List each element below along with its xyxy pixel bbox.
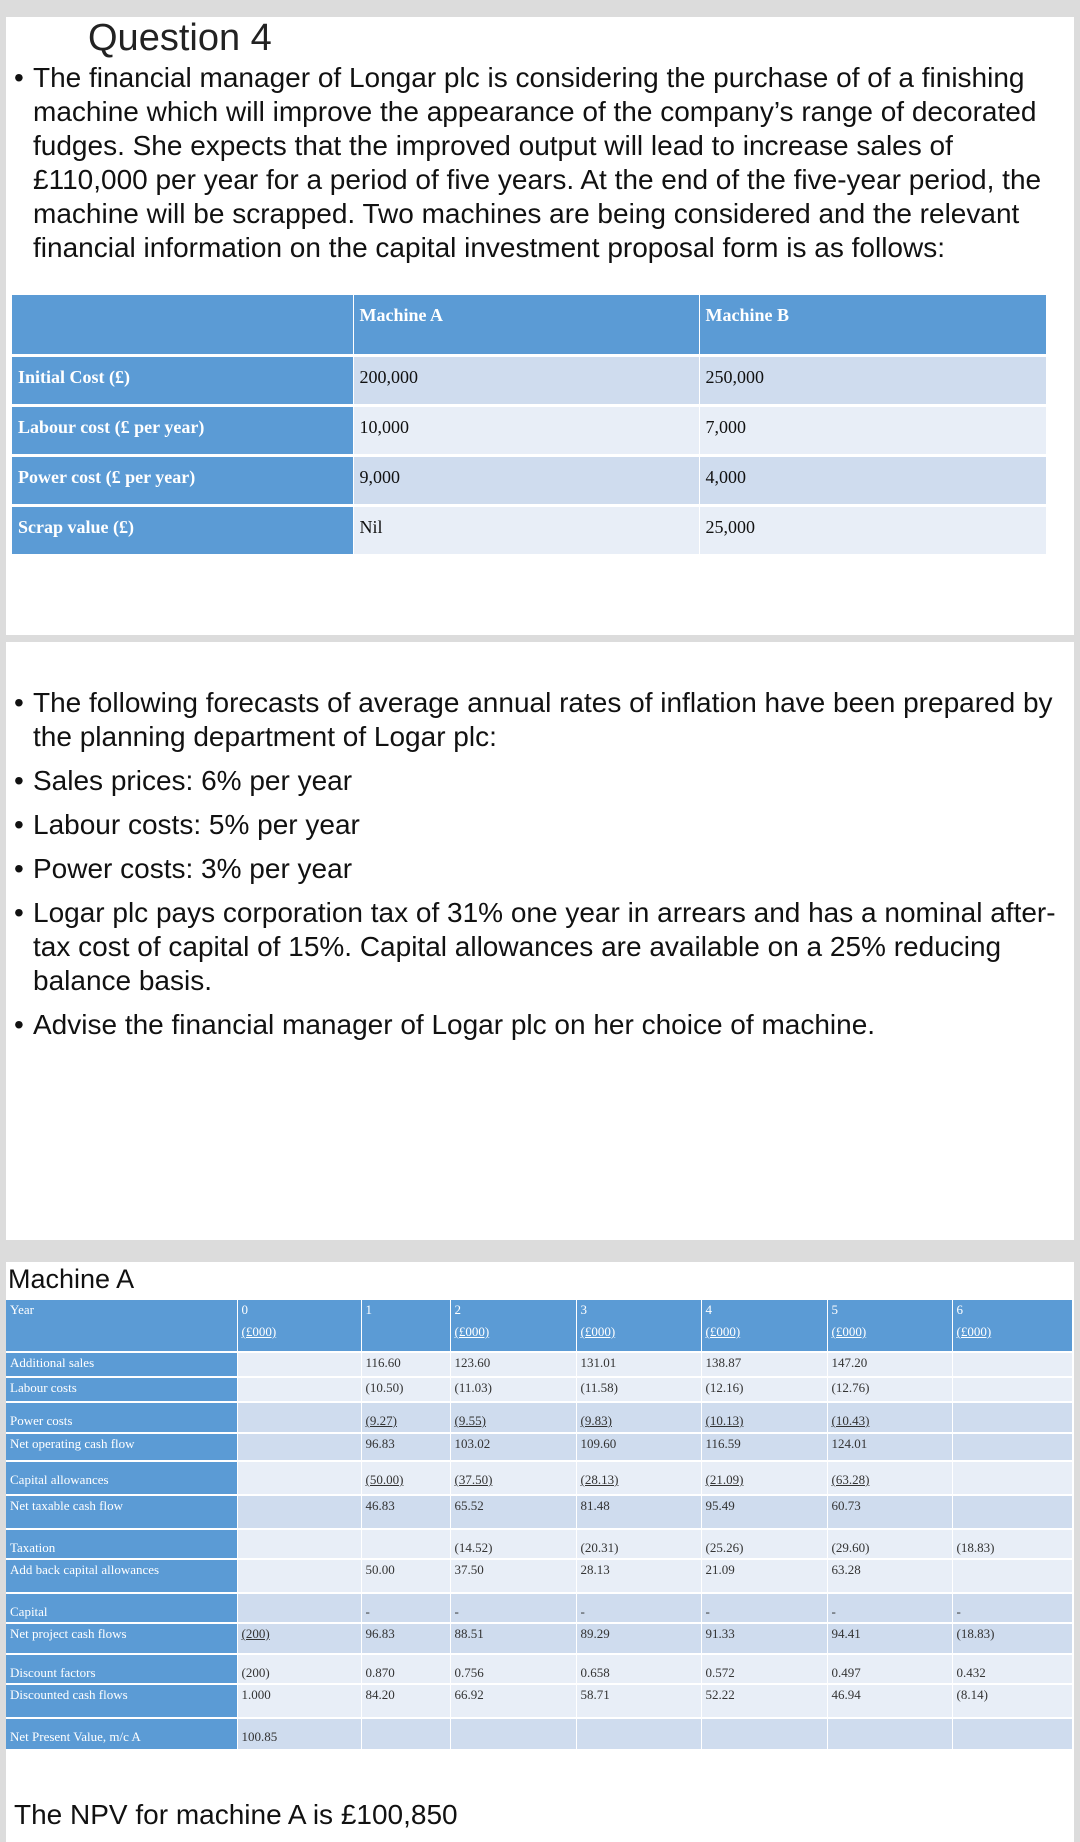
table-cell: [576, 1402, 701, 1433]
table-cell: [237, 1654, 361, 1684]
row-label: Labour costs: [6, 1377, 237, 1402]
bullet-text: Logar plc pays corporation tax of 31% one year in arrears and has a nominal after-tax cost of capital of 15%. Capital allowances are available on a 25% reducing balance basis.: [33, 897, 1056, 996]
row-label: Taxation: [6, 1529, 237, 1559]
cell-value: 0.432: [956, 1665, 986, 1680]
row-label: Scrap value (£): [12, 505, 353, 555]
machine-comparison-table: [12, 295, 1047, 557]
table-cell: [701, 1402, 827, 1433]
table-row: [6, 1559, 1073, 1593]
table-row: [12, 405, 1047, 455]
table-cell: [827, 1593, 952, 1623]
cell-value: 63.28: [831, 1562, 861, 1577]
cell-value: 81.48: [580, 1498, 610, 1513]
year-number: 4: [705, 1302, 712, 1317]
cell-value: (10.13): [705, 1413, 744, 1428]
row-label: Net project cash flows: [6, 1623, 237, 1654]
table-row: [6, 1461, 1073, 1495]
cell-value: 0.572: [705, 1665, 735, 1680]
table-cell: [576, 1654, 701, 1684]
year-col: [827, 1300, 952, 1352]
table-cell: [361, 1684, 450, 1718]
cell-value: 0.497: [831, 1665, 861, 1680]
year-unit: (£000): [580, 1324, 616, 1339]
cell-value: 58.71: [580, 1687, 610, 1702]
cell-value: (10.50): [365, 1380, 404, 1395]
row-label: Capital: [6, 1593, 237, 1623]
npv-conclusion: The NPV for machine A is £100,850: [14, 1799, 458, 1830]
cell-value: (200): [241, 1665, 270, 1680]
cell-value: (28.13): [580, 1472, 619, 1487]
year-number: 2: [454, 1302, 461, 1317]
row-label: Net operating cash flow: [6, 1433, 237, 1461]
bullet-icon: •: [14, 62, 24, 93]
cell-value: (11.58): [580, 1380, 618, 1395]
cell-value: 103.02: [454, 1436, 491, 1451]
table-row: [6, 1495, 1073, 1529]
year-unit: (£000): [705, 1324, 741, 1339]
bullet-icon: •: [14, 687, 24, 718]
table-cell: [361, 1495, 450, 1529]
table-cell: [827, 1529, 952, 1559]
table-cell: [361, 1402, 450, 1433]
cell-value: 46.94: [831, 1687, 861, 1702]
table-cell: [701, 1559, 827, 1593]
table-cell: [576, 1684, 701, 1718]
cell-value: 91.33: [705, 1626, 735, 1641]
table-cell: [576, 1461, 701, 1495]
table-cell: [827, 1352, 952, 1377]
table-cell: [952, 1623, 1073, 1654]
cell-value: 0.658: [580, 1665, 610, 1680]
table-cell: [450, 1402, 576, 1433]
table-cell: [827, 1461, 952, 1495]
cell-value: (25.26): [705, 1540, 744, 1555]
cell-machine-b: 7,000: [699, 405, 1047, 455]
cell-value: 84.20: [365, 1687, 395, 1702]
cell-value: 0.756: [454, 1665, 484, 1680]
bullet-icon: •: [14, 765, 24, 796]
cell-value: (9.55): [454, 1413, 486, 1428]
row-label: Capital allowances: [6, 1461, 237, 1495]
bullet-item: [14, 764, 1053, 798]
table-cell: [450, 1684, 576, 1718]
year-col: [450, 1300, 576, 1352]
cell-value: 21.09: [705, 1562, 735, 1577]
table-cell: [576, 1377, 701, 1402]
table-cell: [576, 1495, 701, 1529]
table-cell: [701, 1654, 827, 1684]
table-cell: [450, 1559, 576, 1593]
table-row: [6, 1684, 1073, 1718]
bullet-text: Advise the financial manager of Logar plc on her choice of machine.: [33, 1009, 876, 1040]
cell-value: (20.31): [580, 1540, 619, 1555]
table-cell: [237, 1593, 361, 1623]
table-cell: [952, 1495, 1073, 1529]
table-cell: [361, 1433, 450, 1461]
machine-a-title: Machine A: [8, 1264, 135, 1294]
cell-value: -: [956, 1604, 961, 1619]
row-label: Net Present Value, m/c A: [6, 1718, 237, 1750]
row-label: Discounted cash flows: [6, 1684, 237, 1718]
cell-value: (9.27): [365, 1413, 397, 1428]
cell-value: 52.22: [705, 1687, 735, 1702]
cell-machine-b: 25,000: [699, 505, 1047, 555]
table-cell: [361, 1461, 450, 1495]
cell-value: 89.29: [580, 1626, 610, 1641]
table-cell: [450, 1654, 576, 1684]
table-cell: [450, 1352, 576, 1377]
year-unit: (£000): [241, 1324, 277, 1339]
cell-value: 60.73: [831, 1498, 861, 1513]
table-cell: [237, 1461, 361, 1495]
table-cell: [361, 1718, 450, 1750]
header-machine-a: Machine A: [353, 295, 699, 355]
table-cell: [237, 1352, 361, 1377]
cell-machine-a: 200,000: [353, 355, 699, 405]
table-cell: [361, 1377, 450, 1402]
cell-value: 123.60: [454, 1355, 491, 1370]
bullet-icon: •: [14, 809, 24, 840]
table-row: [6, 1718, 1073, 1750]
table-cell: [450, 1377, 576, 1402]
table-cell: [361, 1529, 450, 1559]
table-cell: [237, 1495, 361, 1529]
table-cell: [952, 1559, 1073, 1593]
table-cell: [952, 1654, 1073, 1684]
cell-value: 65.52: [454, 1498, 484, 1513]
table-row: [12, 455, 1047, 505]
cell-value: (29.60): [831, 1540, 870, 1555]
table-cell: [701, 1529, 827, 1559]
table-cell: [827, 1623, 952, 1654]
machine-a-npv-table: [6, 1300, 1073, 1751]
cell-value: 116.59: [705, 1436, 741, 1451]
table-cell: [576, 1559, 701, 1593]
bullet-text: Labour costs: 5% per year: [33, 809, 360, 840]
year-col: [701, 1300, 827, 1352]
cell-value: (18.83): [956, 1540, 995, 1555]
table-cell: [450, 1433, 576, 1461]
table-cell: [237, 1684, 361, 1718]
table-cell: [450, 1718, 576, 1750]
table-cell: [827, 1559, 952, 1593]
table-cell: [827, 1495, 952, 1529]
table-cell: [450, 1593, 576, 1623]
year-col: [361, 1300, 450, 1352]
cell-value: 1.000: [241, 1687, 271, 1702]
cell-value: (10.43): [831, 1413, 870, 1428]
intro-bullet: [14, 61, 1073, 265]
cell-machine-b: 250,000: [699, 355, 1047, 405]
cell-value: 131.01: [580, 1355, 617, 1370]
cell-value: (12.16): [705, 1380, 744, 1395]
table-cell: [450, 1495, 576, 1529]
table-cell: [701, 1623, 827, 1654]
bullet-icon: •: [14, 1009, 24, 1040]
table-cell: [827, 1684, 952, 1718]
year-number: 0: [241, 1302, 248, 1317]
table-row: [6, 1654, 1073, 1684]
cell-value: 96.83: [365, 1436, 395, 1451]
cell-value: -: [831, 1604, 836, 1619]
bullet-text: The following forecasts of average annual rates of inflation have been prepared by the planning department of Logar plc:: [33, 687, 1053, 752]
table-cell: [701, 1593, 827, 1623]
cell-value: 37.50: [454, 1562, 484, 1577]
cell-value: -: [705, 1604, 710, 1619]
header-empty: [12, 295, 353, 355]
cell-value: 28.13: [580, 1562, 610, 1577]
row-label: Labour cost (£ per year): [12, 405, 353, 455]
table-row: [6, 1402, 1073, 1433]
cell-value: (11.03): [454, 1380, 492, 1395]
bullet-item: [14, 852, 1053, 886]
year-unit: (£000): [831, 1324, 867, 1339]
bullet-text: Power costs: 3% per year: [33, 853, 353, 884]
header-machine-b: Machine B: [699, 295, 1047, 355]
table-cell: [952, 1402, 1073, 1433]
year-unit: (£000): [956, 1324, 992, 1339]
cell-value: (50.00): [365, 1472, 404, 1487]
table-cell: [576, 1593, 701, 1623]
cell-value: (12.76): [831, 1380, 870, 1395]
cell-value: -: [454, 1604, 459, 1619]
table-cell: [450, 1461, 576, 1495]
cell-machine-b: 4,000: [699, 455, 1047, 505]
table-cell: [237, 1559, 361, 1593]
table-cell: [237, 1718, 361, 1750]
table-cell: [827, 1718, 952, 1750]
cell-value: (21.09): [705, 1472, 744, 1487]
slide-inflation: [6, 642, 1074, 1240]
table-row: [6, 1352, 1073, 1377]
cell-machine-a: 9,000: [353, 455, 699, 505]
table-cell: [827, 1402, 952, 1433]
year-col: [952, 1300, 1073, 1352]
table-cell: [827, 1377, 952, 1402]
cell-value: 0.870: [365, 1665, 395, 1680]
table-cell: [952, 1352, 1073, 1377]
bullet-icon: •: [14, 853, 24, 884]
cell-machine-a: 10,000: [353, 405, 699, 455]
table-cell: [701, 1718, 827, 1750]
cell-value: 94.41: [831, 1626, 861, 1641]
table-cell: [952, 1377, 1073, 1402]
year-unit: (£000): [454, 1324, 490, 1339]
table-cell: [237, 1433, 361, 1461]
table-cell: [701, 1377, 827, 1402]
cell-value: -: [580, 1604, 585, 1619]
table-header-row: [12, 295, 1047, 355]
table-cell: [237, 1377, 361, 1402]
cell-value: (9.83): [580, 1413, 612, 1428]
cell-machine-a: Nil: [353, 505, 699, 555]
table-cell: [576, 1433, 701, 1461]
row-label: Power costs: [6, 1402, 237, 1433]
row-label: Initial Cost (£): [12, 355, 353, 405]
cell-value: 95.49: [705, 1498, 735, 1513]
cell-value: (63.28): [831, 1472, 870, 1487]
table-cell: [450, 1623, 576, 1654]
table-cell: [450, 1529, 576, 1559]
table-cell: [701, 1495, 827, 1529]
year-header-row: [6, 1300, 1073, 1352]
question-title: Question 4: [88, 17, 272, 59]
table-row: [6, 1433, 1073, 1461]
table-cell: [576, 1718, 701, 1750]
cell-value: 46.83: [365, 1498, 395, 1513]
cell-value: 50.00: [365, 1562, 395, 1577]
table-cell: [361, 1593, 450, 1623]
cell-value: (200): [241, 1626, 270, 1641]
year-col: [576, 1300, 701, 1352]
row-label: Net taxable cash flow: [6, 1495, 237, 1529]
table-cell: [701, 1433, 827, 1461]
cell-value: 100.85: [241, 1729, 278, 1744]
row-label: Power cost (£ per year): [12, 455, 353, 505]
cell-value: 109.60: [580, 1436, 617, 1451]
year-col: [237, 1300, 361, 1352]
table-cell: [701, 1461, 827, 1495]
table-cell: [576, 1623, 701, 1654]
cell-value: -: [365, 1604, 370, 1619]
table-cell: [827, 1433, 952, 1461]
bullet-item: [14, 686, 1053, 754]
cell-value: 116.60: [365, 1355, 401, 1370]
table-cell: [701, 1684, 827, 1718]
table-row: [12, 505, 1047, 555]
year-number: 3: [580, 1302, 587, 1317]
row-label: Additional sales: [6, 1352, 237, 1377]
cell-value: (14.52): [454, 1540, 493, 1555]
cell-value: 138.87: [705, 1355, 742, 1370]
table-cell: [952, 1433, 1073, 1461]
cell-value: 88.51: [454, 1626, 484, 1641]
cell-value: (18.83): [956, 1626, 995, 1641]
table-cell: [361, 1559, 450, 1593]
bullet-item: [14, 1008, 1053, 1042]
table-row: [12, 355, 1047, 405]
table-cell: [361, 1352, 450, 1377]
row-label: Discount factors: [6, 1654, 237, 1684]
year-number: 6: [956, 1302, 963, 1317]
table-row: [6, 1529, 1073, 1559]
table-cell: [576, 1352, 701, 1377]
cell-value: (8.14): [956, 1687, 988, 1702]
table-cell: [952, 1718, 1073, 1750]
year-label: Year: [6, 1300, 237, 1352]
intro-text: The financial manager of Longar plc is considering the purchase of of a finishing machine which will improve the appearance of the company’s range of decorated fudges. She expects that the improved output will lead to increase sales of £110,000 per year for a period of five years. At the end of the five-year period, the machine will be scrapped. Two machines are being considered and the relevant financial information on the capital investment proposal form is as follows:: [33, 62, 1042, 263]
table-cell: [952, 1529, 1073, 1559]
table-cell: [237, 1529, 361, 1559]
table-cell: [701, 1352, 827, 1377]
table-cell: [952, 1684, 1073, 1718]
cell-value: 147.20: [831, 1355, 868, 1370]
table-cell: [237, 1402, 361, 1433]
bullet-icon: •: [14, 897, 24, 928]
year-number: 1: [365, 1302, 372, 1317]
table-row: [6, 1623, 1073, 1654]
bullet-item: [14, 808, 1053, 842]
table-cell: [952, 1593, 1073, 1623]
cell-value: 124.01: [831, 1436, 868, 1451]
slide-question: [6, 17, 1074, 635]
table-cell: [361, 1654, 450, 1684]
row-label: Add back capital allowances: [6, 1559, 237, 1593]
table-cell: [237, 1623, 361, 1654]
bullet-item: [14, 896, 1073, 998]
bullet-text: Sales prices: 6% per year: [33, 765, 353, 796]
table-row: [6, 1377, 1073, 1402]
table-cell: [576, 1529, 701, 1559]
cell-value: 66.92: [454, 1687, 484, 1702]
cell-value: (37.50): [454, 1472, 493, 1487]
table-cell: [952, 1461, 1073, 1495]
year-number: 5: [831, 1302, 838, 1317]
table-cell: [361, 1623, 450, 1654]
cell-value: 96.83: [365, 1626, 395, 1641]
table-row: [6, 1593, 1073, 1623]
table-cell: [827, 1654, 952, 1684]
